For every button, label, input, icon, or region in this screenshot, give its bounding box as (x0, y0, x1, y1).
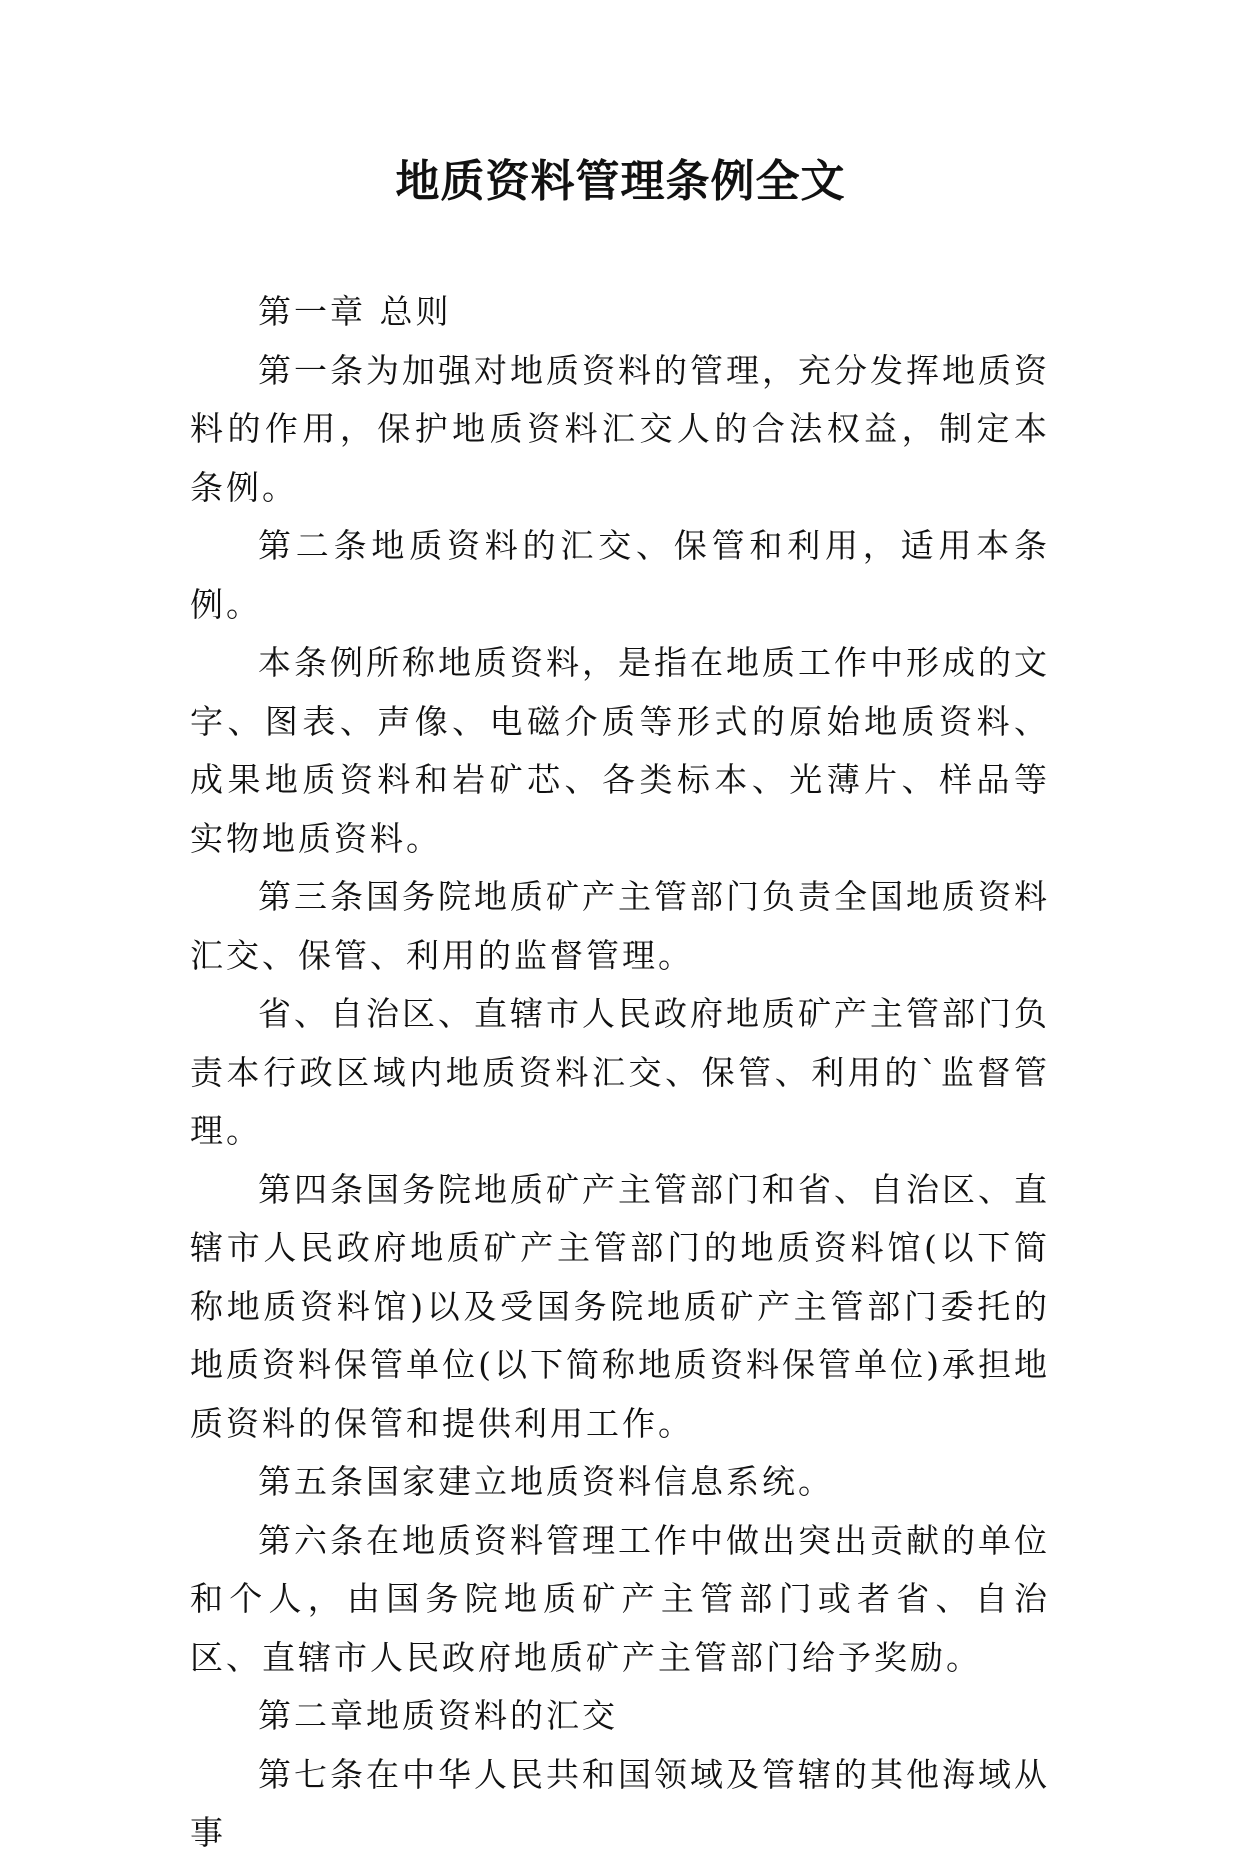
article-paragraph: 第二条地质资料的汇交、保管和利用，适用本条例。 (190, 526, 1050, 624)
document-body (190, 283, 1050, 1863)
article-paragraph: 第一条为加强对地质资料的管理，充分发挥地质资料的作用，保护地质资料汇交人的合法权益，制定本条例。 (190, 350, 1050, 507)
document-title: 地质资料管理条例全文 (395, 156, 846, 207)
article-paragraph: 第四条国务院地质矿产主管部门和省、自治区、直辖市人民政府地质矿产主管部门的地质资料馆(以下简称地质资料馆)以及受国务院地质矿产主管部门委托的地质资料保管单位(以下简称地质资料保管单位)承担地质资料的保管和提供利用工作。 (190, 1169, 1050, 1443)
chapter-heading-2: 第二章地质资料的汇交 (258, 1696, 618, 1735)
article-paragraph: 本条例所称地质资料，是指在地质工作中形成的文字、图表、声像、电磁介质等形式的原始地质资料、成果地质资料和岩矿芯、各类标本、光薄片、样品等实物地质资料。 (190, 643, 1050, 858)
article-paragraph: 省、自治区、直辖市人民政府地质矿产主管部门负责本行政区域内地质资料汇交、保管、利用的`监督管理。 (190, 994, 1050, 1150)
article-paragraph: 第七条在中华人民共和国领域及管辖的其他海域从事 (190, 1754, 1050, 1852)
article-paragraph: 第五条国家建立地质资料信息系统。 (258, 1462, 834, 1501)
article-paragraph: 第六条在地质资料管理工作中做出突出贡献的单位和个人，由国务院地质矿产主管部门或者省、自治区、直辖市人民政府地质矿产主管部门给予奖励。 (190, 1520, 1050, 1677)
article-paragraph: 第三条国务院地质矿产主管部门负责全国地质资料汇交、保管、利用的监督管理。 (190, 877, 1050, 975)
chapter-heading-1: 第一章 总则 (258, 292, 452, 331)
